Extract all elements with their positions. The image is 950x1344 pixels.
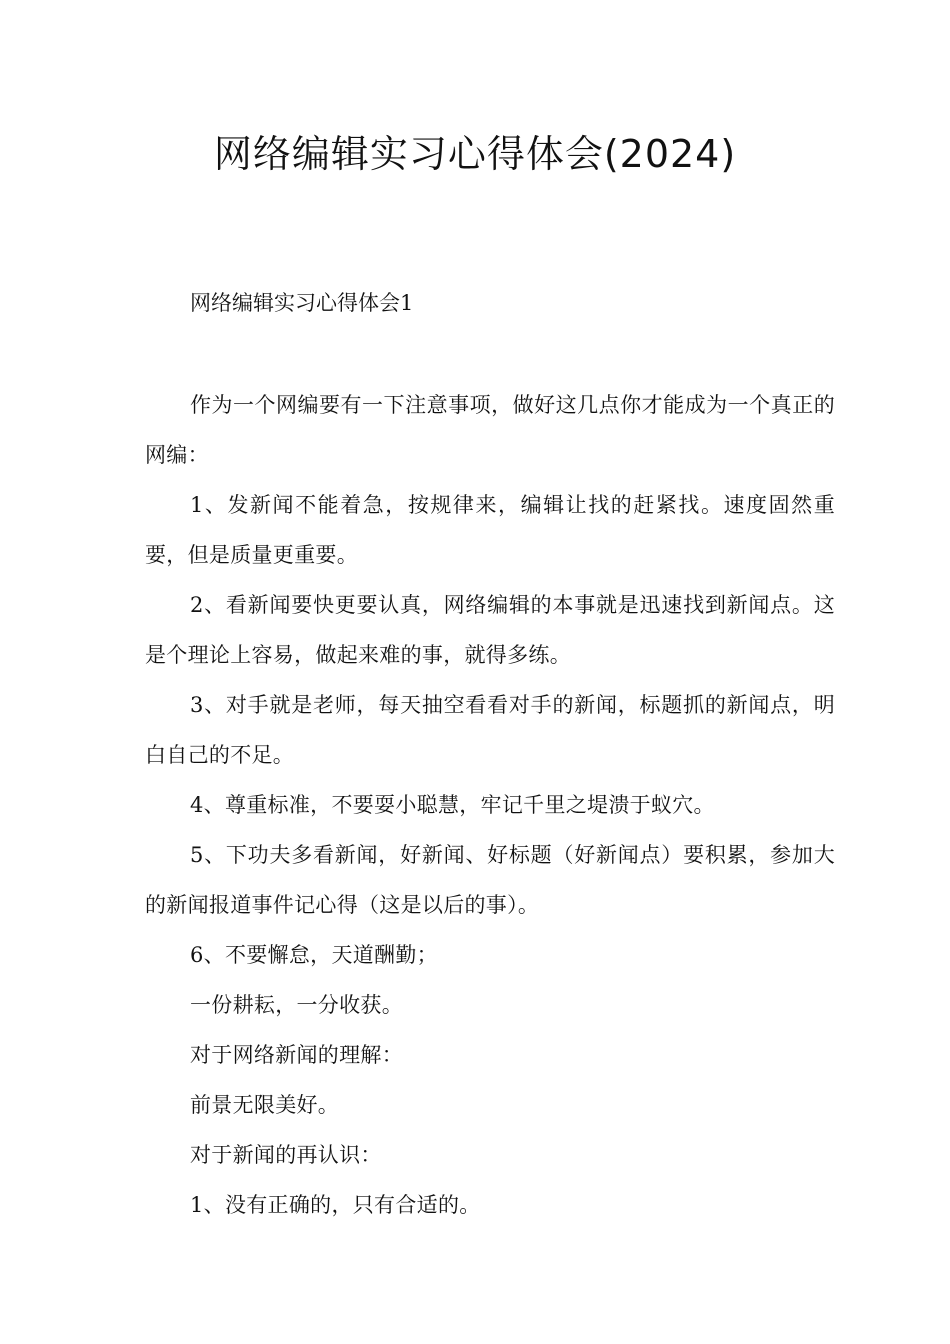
paragraph: 一份耕耘，一分收获。 <box>190 993 403 1017</box>
section-heading: 网络编辑实习心得体会1 <box>190 291 414 315</box>
paragraph: 2、看新闻要快更要认真，网络编辑的本事就是迅速找到新闻点。这是个理论上容易，做起来难的事，就得多练。 <box>145 593 835 667</box>
paragraph: 作为一个网编要有一下注意事项，做好这几点你才能成为一个真正的网编： <box>145 393 835 467</box>
paragraph: 6、不要懈怠，天道酬勤； <box>190 943 438 967</box>
paragraph: 1、发新闻不能着急，按规律来，编辑让找的赶紧找。速度固然重要，但是质量更重要。 <box>145 493 835 567</box>
paragraph: 对于网络新闻的理解： <box>190 1043 403 1067</box>
paragraph: 前景无限美好。 <box>190 1093 340 1117</box>
document-body <box>145 380 835 1230</box>
paragraph: 3、对手就是老师，每天抽空看看对手的新闻，标题抓的新闻点，明白自己的不足。 <box>145 693 835 767</box>
paragraph: 5、下功夫多看新闻，好新闻、好标题（好新闻点）要积累，参加大的新闻报道事件记心得（这是以后的事）。 <box>145 843 835 917</box>
document-title: 网络编辑实习心得体会(2024) <box>213 132 737 176</box>
paragraph: 1、没有正确的，只有合适的。 <box>190 1193 481 1217</box>
paragraph: 对于新闻的再认识： <box>190 1143 382 1167</box>
paragraph: 4、尊重标准，不要耍小聪慧，牢记千里之堤溃于蚁穴。 <box>190 793 715 817</box>
